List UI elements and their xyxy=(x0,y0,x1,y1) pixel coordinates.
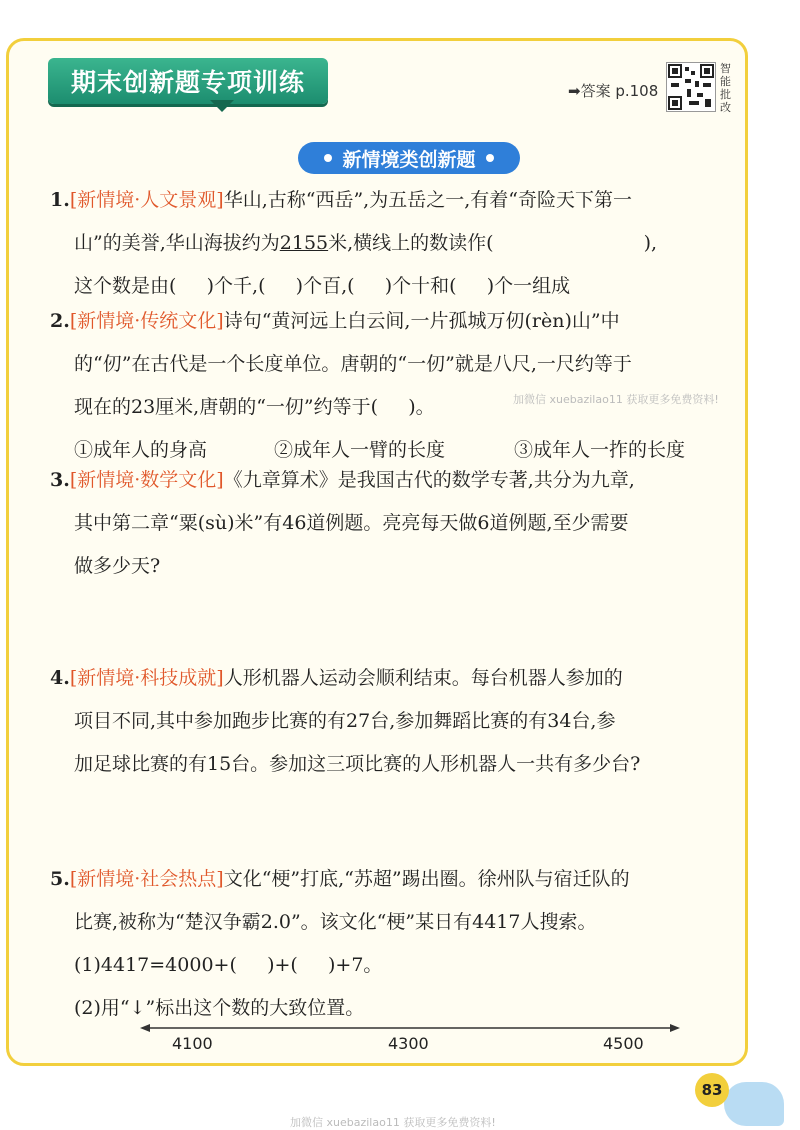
question-text: 华山,古称“西岳”,为五岳之一,有着“奇险天下第一 xyxy=(223,189,632,211)
watermark: 加微信 xuebazilao11 获取更多免费资料! xyxy=(290,1116,496,1129)
sub-question-1: (1)4417=4000+( )+( )+7。 xyxy=(74,954,383,976)
sub-question-2: (2)用“↓”标出这个数的大致位置。 xyxy=(74,997,365,1019)
banner-title: 期末创新题专项训练 xyxy=(48,58,328,104)
question-text: 其中第二章“粟(sù)米”有46道例题。亮亮每天做6道例题,至少需要 xyxy=(74,512,629,534)
question-text: ), xyxy=(643,232,658,254)
question-number: 1. xyxy=(50,189,70,211)
question-text: 现在的23厘米,唐朝的“一仞”约等于( )。 xyxy=(74,396,435,418)
qr-code-icon[interactable] xyxy=(666,62,716,112)
dot-icon xyxy=(486,154,494,162)
question-text: 加足球比赛的有15台。参加这三项比赛的人形机器人一共有多少台? xyxy=(74,753,641,775)
question-5 xyxy=(50,858,740,1030)
answer-reference: ➡答案 p.108 xyxy=(568,82,659,100)
question-tag: [新情境·社会热点] xyxy=(69,868,224,890)
choice-1[interactable]: ①成年人的身高 xyxy=(74,439,208,461)
question-tag: [新情境·科技成就] xyxy=(69,667,224,689)
watermark: 加微信 xuebazilao11 获取更多免费资料! xyxy=(513,393,719,406)
question-text: 的“仞”在古代是一个长度单位。唐朝的“一仞”就是八尺,一尺约等于 xyxy=(74,353,632,375)
question-text: 人形机器人运动会顺利结束。每台机器人参加的 xyxy=(223,667,623,689)
question-number: 5. xyxy=(50,868,70,890)
tick-label: 4500 xyxy=(603,1034,644,1053)
banner-notch xyxy=(210,100,234,112)
question-text: 比赛,被称为“楚汉争霸2.0”。该文化“梗”某日有4417人搜索。 xyxy=(74,911,597,933)
dot-icon xyxy=(324,154,332,162)
section-title: 新情境类创新题 xyxy=(342,148,476,171)
page-number: 83 xyxy=(695,1073,729,1107)
tick-label: 4300 xyxy=(388,1034,429,1053)
question-1 xyxy=(50,179,740,308)
question-number: 4. xyxy=(50,667,70,689)
question-text: 文化“梗”打底,“苏超”踢出圈。徐州队与宿迁队的 xyxy=(223,868,630,890)
question-number: 3. xyxy=(50,469,70,491)
question-text: 项目不同,其中参加跑步比赛的有27台,参加舞蹈比赛的有34台,参 xyxy=(74,710,616,732)
question-text: 《九章算术》是我国古代的数学专著,共分为九章, xyxy=(223,469,635,491)
question-text: 山”的美誉,华山海拔约为 xyxy=(74,232,280,254)
question-number: 2. xyxy=(50,310,70,332)
underlined-number: 2155 xyxy=(279,232,329,254)
question-tag: [新情境·数学文化] xyxy=(69,469,224,491)
question-text: 这个数是由( )个千,( )个百,( )个十和( )个一组成 xyxy=(74,275,571,297)
number-line[interactable] xyxy=(140,1018,680,1078)
question-text: 米,横线上的数读作( xyxy=(328,232,494,254)
question-text: 诗句“黄河远上白云间,一片孤城万仞(rèn)山”中 xyxy=(223,310,620,332)
section-title-pill xyxy=(298,142,520,174)
question-tag: [新情境·传统文化] xyxy=(69,310,224,332)
question-2 xyxy=(50,300,740,472)
choice-2[interactable]: ②成年人一臂的长度 xyxy=(274,439,446,461)
question-tag: [新情境·人文景观] xyxy=(69,189,224,211)
question-4 xyxy=(50,657,740,786)
question-3 xyxy=(50,459,740,588)
question-text: 做多少天? xyxy=(74,555,161,577)
tick-label: 4100 xyxy=(172,1034,213,1053)
qr-label: 智能批改 xyxy=(720,62,731,114)
choice-3[interactable]: ③成年人一拃的长度 xyxy=(514,439,686,461)
decorative-corner xyxy=(724,1082,784,1126)
